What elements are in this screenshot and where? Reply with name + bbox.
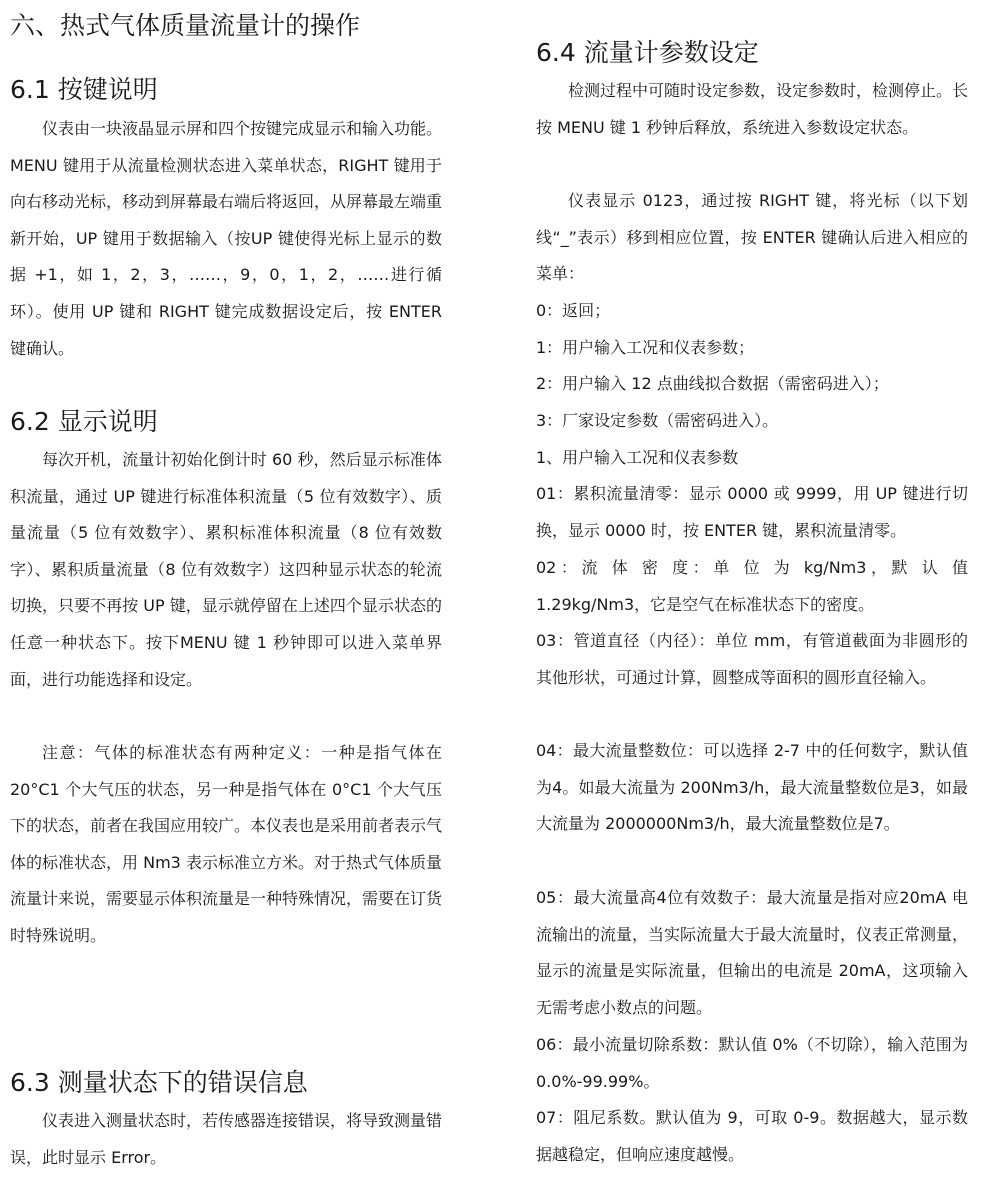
- section-6-1-body: 仪表由一块液晶显示屏和四个按键完成显示和输入功能。MENU 键用于从流量检测状态进入菜单状态，RIGHT 键用于向右移动光标，移动到屏幕最右端后将返回，从屏幕最左端重新开始，UP 键用于数据输入（按UP 键使得光标上显示的数据 +1，如 1，2，3，……，9，0，1，2，……进行循环）。使用 UP 键和 RIGHT 键完成数据设定后，按 ENTER 键确认。: [10, 119, 443, 358]
- section-6-4-heading: 6.4 流量计参数设定: [536, 38, 759, 67]
- section-6-2-note: 注意：气体的标准状态有两种定义：一种是指气体在 20°C1 个大气压的状态，另一种是指气体在 0°C1 个大气压下的状态，前者在我国应用较广。本仪表也是采用前者表示气体的标准状态，用 Nm3 表示标准立方米。对于热式气体质量流量计来说，需要显示体积流量是一种特殊情况，需要在订货时特殊说明。: [10, 743, 443, 945]
- param-06: 06：最小流量切除系数：默认值 0%（不切除），输入范围为 0.0%-99.99%。: [536, 1035, 968, 1091]
- param-01: 01：累积流量清零：显示 0000 或 9999，用 UP 键进行切换，显示 0000 时，按 ENTER 键，累积流量清零。: [536, 484, 968, 540]
- menu-item-2: 2：用户输入 12 点曲线拟合数据（需密码进入）；: [536, 374, 889, 393]
- section-6-3-heading: 6.3 测量状态下的错误信息: [10, 1068, 308, 1097]
- section-6-2-body: 每次开机，流量计初始化倒计时 60 秒，然后显示标准体积流量，通过 UP 键进行标准体积流量（5 位有效数字）、质量流量（5 位有效数字）、累积标准体积流量（8 位有效数字）、累积质量流量（8 位有效数字）这四种显示状态的轮流切换，只要不再按 UP 键，显示就停留在上述四个显示状态的任意一种状态下。按下MENU 键 1 秒钟即可以进入菜单界面，进行功能选择和设定。: [10, 450, 442, 689]
- chapter-title: 六、热式气体质量流量计的操作: [10, 11, 361, 40]
- param-07: 07：阻尼系数。默认值为 9，可取 0-9。数据越大，显示数据越稳定，但响应速度越慢。: [536, 1108, 968, 1164]
- param-03: 03：管道直径（内径）：单位 mm，有管道截面为非圆形的其他形状，可通过计算，圆整成等面积的圆形直径输入。: [536, 631, 968, 687]
- sub-heading: 1、用户输入工况和仪表参数: [536, 448, 739, 467]
- section-6-4-cursor-text: 仪表显示 0123，通过按 RIGHT 键，将光标（以下划线“_”表示）移到相应位置，按 ENTER 键确认后进入相应的菜单：: [536, 191, 968, 284]
- menu-item-3: 3：厂家设定参数（需密码进入）。: [536, 411, 779, 430]
- section-6-4-intro: 检测过程中可随时设定参数，设定参数时，检测停止。长按 MENU 键 1 秒钟后释放，系统进入参数设定状态。: [536, 81, 969, 137]
- param-05: 05：最大流量高4位有效数子：最大流量是指对应20mA 电流输出的流量，当实际流量大于最大流量时，仪表正常测量，显示的流量是实际流量，但输出的电流是 20mA，这项输入无需考虑小数点的问题。: [536, 888, 969, 1017]
- section-6-3-body: 仪表进入测量状态时，若传感器连接错误，将导致测量错误，此时显示 Error。: [10, 1111, 443, 1167]
- param-02: 02：流 体 密 度：单 位 为 kg/Nm3，默 认 值 1.29kg/Nm3，它是空气在标准状态下的密度。: [536, 558, 968, 614]
- menu-item-0: 0：返回；: [536, 301, 611, 320]
- section-6-1-heading: 6.1 按键说明: [10, 75, 158, 104]
- section-6-2-heading: 6.2 显示说明: [10, 407, 158, 436]
- param-04: 04：最大流量整数位：可以选择 2-7 中的任何数字，默认值为4。如最大流量为 200Nm3/h，最大流量整数位是3，如最大流量为 2000000Nm3/h，最大流量整数位是7。: [536, 741, 968, 834]
- menu-item-1: 1：用户输入工况和仪表参数；: [536, 338, 755, 357]
